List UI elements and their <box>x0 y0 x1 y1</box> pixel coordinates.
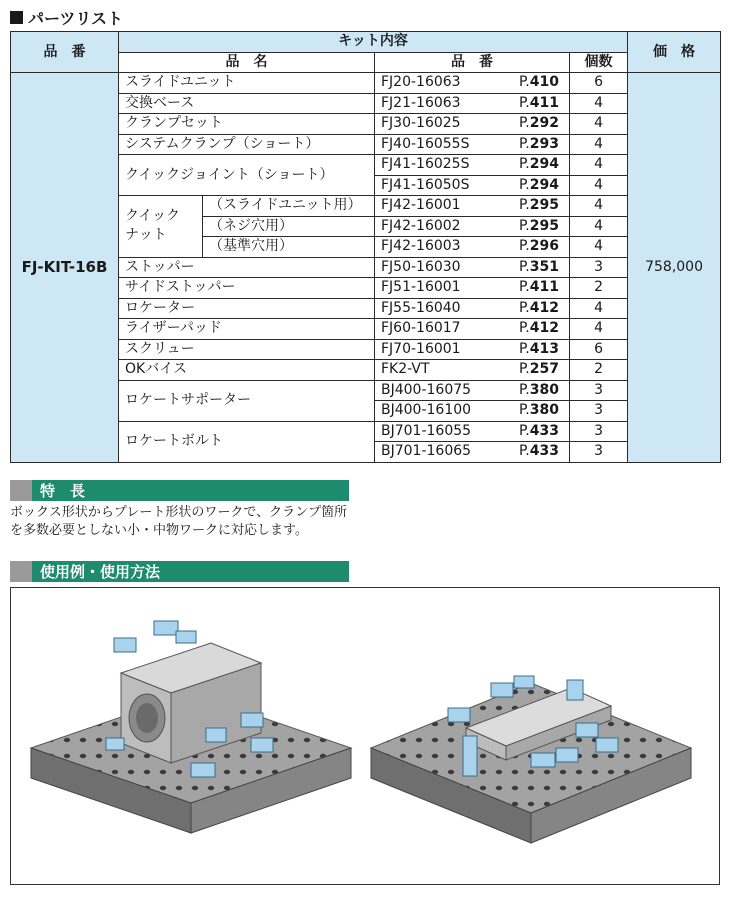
item-qty: 3 <box>570 421 628 442</box>
features-text: ボックス形状からプレート形状のワークで、クランプ箇所を多数必要としない小・中物ワークに対応します。 <box>10 505 348 538</box>
features-heading: 特 長 <box>40 482 86 500</box>
item-code: BJ400-16100 <box>381 402 472 419</box>
item-qty: 3 <box>570 401 628 422</box>
item-page: P.296 <box>519 238 559 255</box>
item-part-cell <box>375 73 570 94</box>
item-qty: 4 <box>570 298 628 319</box>
item-qty: 4 <box>570 216 628 237</box>
item-part-cell <box>375 339 570 360</box>
item-qty: 4 <box>570 93 628 114</box>
item-qty: 4 <box>570 196 628 217</box>
item-code: FJ70-16001 <box>381 340 461 357</box>
parts-list-title-text: パーツリスト <box>28 9 124 28</box>
item-page: P.294 <box>519 156 559 173</box>
item-part-cell <box>375 401 570 422</box>
banner-lead-block <box>10 561 32 582</box>
item-page: P.410 <box>519 74 559 91</box>
parts-list-title <box>10 6 123 29</box>
item-page: P.412 <box>519 320 559 337</box>
item-part-cell <box>375 319 570 340</box>
item-code: BJ701-16055 <box>381 422 472 439</box>
item-code: FJ60-16017 <box>381 320 461 337</box>
item-part-cell <box>375 216 570 237</box>
item-qty: 2 <box>570 278 628 299</box>
item-page: P.380 <box>519 381 559 398</box>
item-page: P.257 <box>519 361 559 378</box>
item-code: FJ30-16025 <box>381 115 461 132</box>
header-item-name: 品 名 <box>119 52 375 73</box>
usage-heading: 使用例・使用方法 <box>40 563 161 581</box>
item-page: P.411 <box>519 279 559 296</box>
header-item-part-no: 品 番 <box>375 52 570 73</box>
item-code: FJ51-16001 <box>381 279 461 296</box>
item-page: P.433 <box>519 443 559 460</box>
item-page: P.295 <box>519 217 559 234</box>
item-part-cell <box>375 237 570 258</box>
kit-price: 758,000 <box>628 73 721 463</box>
header-part-no: 品 番 <box>11 32 119 73</box>
item-part-cell <box>375 93 570 114</box>
item-page: P.294 <box>519 176 559 193</box>
item-name: クイックジョイント（ショート） <box>119 155 375 196</box>
item-name: （基準穴用） <box>203 237 375 258</box>
item-part-cell <box>375 196 570 217</box>
table-row <box>11 73 721 94</box>
item-code: FJ20-16063 <box>381 74 461 91</box>
item-name: サイドストッパー <box>119 278 375 299</box>
item-qty: 4 <box>570 134 628 155</box>
usage-illustration <box>10 587 720 885</box>
item-part-cell <box>375 134 570 155</box>
table-header-row-1 <box>11 32 721 53</box>
item-qty: 6 <box>570 73 628 94</box>
item-part-cell <box>375 114 570 135</box>
item-code: FJ55-16040 <box>381 299 461 316</box>
item-code: BJ400-16075 <box>381 381 472 398</box>
item-part-cell <box>375 421 570 442</box>
item-qty: 6 <box>570 339 628 360</box>
features-banner <box>10 480 349 501</box>
banner-lead-block <box>10 480 32 501</box>
item-code: FK2-VT <box>381 361 430 378</box>
parts-table <box>10 31 721 463</box>
item-name: スクリュー <box>119 339 375 360</box>
item-page: P.380 <box>519 402 559 419</box>
item-part-cell <box>375 442 570 463</box>
item-name: ロケーター <box>119 298 375 319</box>
item-name: ストッパー <box>119 257 375 278</box>
item-part-cell <box>375 298 570 319</box>
item-name: ロケートサポーター <box>119 380 375 421</box>
item-qty: 4 <box>570 175 628 196</box>
header-kit-contents: キット内容 <box>119 32 628 53</box>
item-part-cell <box>375 278 570 299</box>
usage-illustration-svg <box>11 588 719 884</box>
item-part-cell <box>375 380 570 401</box>
item-qty: 2 <box>570 360 628 381</box>
usage-banner <box>10 561 349 582</box>
item-page: P.293 <box>519 135 559 152</box>
item-qty: 3 <box>570 257 628 278</box>
item-part-cell <box>375 175 570 196</box>
item-part-cell <box>375 155 570 176</box>
item-name: （ネジ穴用） <box>203 216 375 237</box>
item-code: FJ42-16001 <box>381 197 461 214</box>
item-code: FJ40-16055S <box>381 135 470 152</box>
item-page: P.411 <box>519 94 559 111</box>
item-qty: 3 <box>570 380 628 401</box>
item-qty: 4 <box>570 319 628 340</box>
item-code: BJ701-16065 <box>381 443 472 460</box>
item-code: FJ42-16003 <box>381 238 461 255</box>
item-name: 交換ベース <box>119 93 375 114</box>
item-qty: 4 <box>570 114 628 135</box>
kit-code: FJ-KIT-16B <box>11 73 119 463</box>
item-name: ライザーパッド <box>119 319 375 340</box>
item-code: FJ42-16002 <box>381 217 461 234</box>
item-code: FJ41-16050S <box>381 176 470 193</box>
item-code: FJ41-16025S <box>381 156 470 173</box>
header-price: 価 格 <box>628 32 721 73</box>
item-page: P.351 <box>519 258 559 275</box>
item-name: システムクランプ（ショート） <box>119 134 375 155</box>
item-name: スライドユニット <box>119 73 375 94</box>
item-name: ロケートボルト <box>119 421 375 462</box>
item-qty: 3 <box>570 442 628 463</box>
item-code: FJ50-16030 <box>381 258 461 275</box>
item-page: P.295 <box>519 197 559 214</box>
item-name: OKバイス <box>119 360 375 381</box>
item-page: P.412 <box>519 299 559 316</box>
item-qty: 4 <box>570 155 628 176</box>
black-square-icon <box>10 11 23 24</box>
item-page: P.413 <box>519 340 559 357</box>
item-name: （スライドユニット用） <box>203 196 375 217</box>
header-qty: 個数 <box>570 52 628 73</box>
item-part-cell <box>375 257 570 278</box>
item-name: クランプセット <box>119 114 375 135</box>
item-qty: 4 <box>570 237 628 258</box>
item-code: FJ21-16063 <box>381 94 461 111</box>
item-part-cell <box>375 360 570 381</box>
quick-nut-label: クイック ナット <box>119 196 203 258</box>
item-page: P.433 <box>519 422 559 439</box>
item-page: P.292 <box>519 115 559 132</box>
